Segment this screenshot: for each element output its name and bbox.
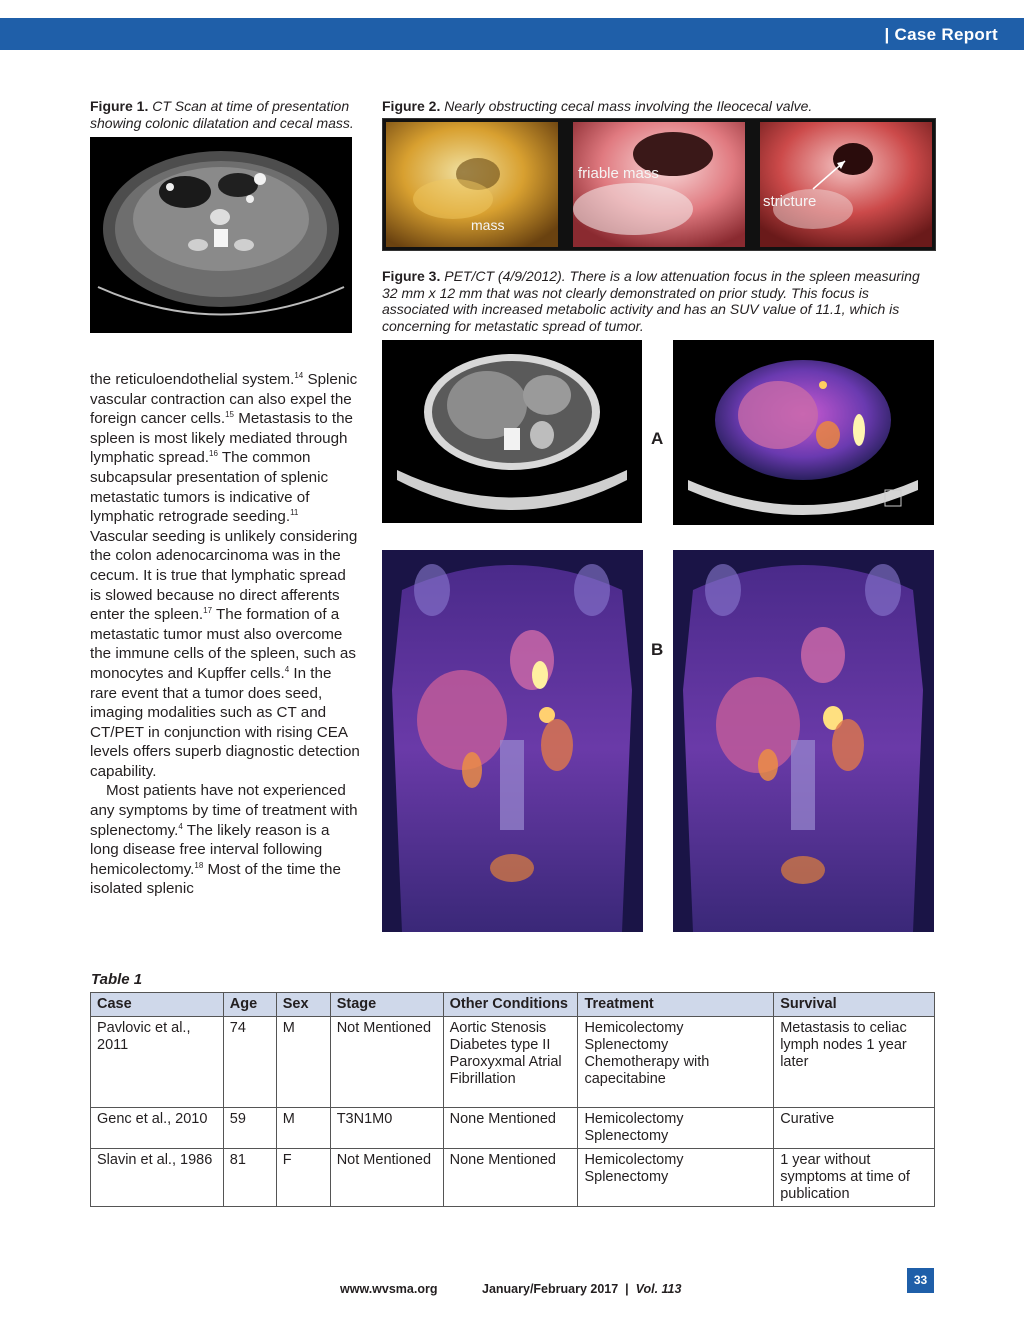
cell-conditions bbox=[443, 1017, 578, 1108]
header-sex: Sex bbox=[276, 993, 330, 1017]
cell-age: 74 bbox=[223, 1017, 276, 1108]
cell-age: 59 bbox=[223, 1108, 276, 1149]
cell-sex: M bbox=[276, 1108, 330, 1149]
treatment-item: Hemicolectomy bbox=[584, 1111, 684, 1127]
figure3-label: Figure 3. bbox=[382, 268, 441, 284]
cell-survival: Metastasis to celiac lymph nodes 1 year later bbox=[774, 1017, 935, 1108]
header-stage: Stage bbox=[330, 993, 443, 1017]
table-title: Table 1 bbox=[91, 971, 143, 988]
body-text-span: The formation of a metastatic tumor must also overcome the immune cells of the spleen, such as monocytes and Kupffer cells. bbox=[90, 606, 356, 682]
figure3-panel-b-letter: B bbox=[651, 640, 664, 659]
body-text-span: Vascular seeding is unlikely considering the colon adenocarcinoma was in the cecum. It is true that lymphatic spread is slowed because no direct afferents enter the spleen. bbox=[90, 527, 358, 624]
cell-case: Genc et al., 2010 bbox=[91, 1108, 224, 1149]
table-row bbox=[91, 1149, 935, 1207]
treatment-item: Splenectomy bbox=[584, 1128, 669, 1144]
header-treatment: Treatment bbox=[578, 993, 774, 1017]
table-row bbox=[91, 1017, 935, 1108]
condition-item: None Mentioned bbox=[449, 1111, 557, 1127]
reference-11: 11 bbox=[290, 508, 299, 518]
body-text-span: Metastasis to the spleen is most likely mediated through lymphatic spread. bbox=[90, 410, 354, 467]
body-text-span: The common subcapsular presentation of splenic metastatic tumors is indicative of lymphatic retrograde seeding. bbox=[90, 449, 329, 526]
cell-stage: Not Mentioned bbox=[330, 1149, 443, 1207]
reference-17: 17 bbox=[203, 606, 213, 616]
header-survival: Survival bbox=[774, 993, 935, 1017]
cell-age: 81 bbox=[223, 1149, 276, 1207]
header-case: Case bbox=[91, 993, 224, 1017]
figure2-endoscopy-strip bbox=[382, 118, 936, 251]
body-text-span: the reticuloendothelial system. bbox=[90, 371, 295, 388]
figure3-coronal-petct-left bbox=[382, 550, 643, 932]
treatment-item: Hemicolectomy bbox=[584, 1152, 684, 1168]
reference-14: 14 bbox=[294, 370, 304, 380]
footer-separator: | bbox=[625, 1282, 629, 1296]
condition-item: Aortic Stenosis bbox=[449, 1020, 547, 1036]
condition-item: None Mentioned bbox=[449, 1152, 557, 1168]
body-text-span: Most patients have not experienced any symptoms by time of treatment with splenectomy. bbox=[90, 782, 358, 839]
table-header-row bbox=[91, 993, 935, 1017]
treatment-item: Chemotherapy with capecitabine bbox=[584, 1054, 710, 1087]
figure3-caption-text: PET/CT (4/9/2012). There is a low attenuation focus in the spleen measuring 32 mm x 12 mm that was not clearly demonstrated on prior study. This focus is associated with increased metabolic activity and has an SUV value of 11.1, which is concerning for metastatic spread of tumor. bbox=[382, 268, 920, 334]
footer-issue bbox=[482, 1282, 681, 1296]
cell-treatment bbox=[578, 1017, 774, 1108]
cell-sex: F bbox=[276, 1149, 330, 1207]
cell-stage: T3N1M0 bbox=[330, 1108, 443, 1149]
figure1-ct-image bbox=[90, 137, 352, 333]
body-text-span: In the rare event that a tumor does seed, imaging modalities such as CT and CT/PET in conjunction with rising CEA levels offers superb diagnostic detection capability. bbox=[90, 664, 360, 780]
condition-item: Paroxyxmal Atrial Fibrillation bbox=[449, 1054, 562, 1087]
figure1-caption-text: CT Scan at time of presentation showing colonic dilatation and cecal mass. bbox=[90, 98, 354, 131]
footer-issue-date: January/February 2017 bbox=[482, 1282, 619, 1296]
cell-survival: 1 year without symptoms at time of publication bbox=[774, 1149, 935, 1207]
cell-stage: Not Mentioned bbox=[330, 1017, 443, 1108]
header-other-conditions: Other Conditions bbox=[443, 993, 578, 1017]
cell-conditions bbox=[443, 1108, 578, 1149]
figure2-caption bbox=[382, 98, 942, 115]
cell-survival: Curative bbox=[774, 1108, 935, 1149]
figure3-caption bbox=[382, 268, 934, 334]
figure2-label-stricture: stricture bbox=[763, 193, 817, 210]
treatment-item: Splenectomy bbox=[584, 1037, 669, 1053]
figure2-label-friable: friable mass bbox=[578, 165, 659, 182]
treatment-item: Splenectomy bbox=[584, 1169, 669, 1185]
figure3-panel-a-letter: A bbox=[651, 429, 664, 448]
reference-4: 4 bbox=[284, 664, 290, 674]
reference-18: 18 bbox=[194, 860, 204, 870]
figure3-axial-ct bbox=[382, 340, 642, 523]
cell-sex: M bbox=[276, 1017, 330, 1108]
figure2-label: Figure 2. bbox=[382, 98, 441, 114]
body-text-span: Most of the time the isolated splenic bbox=[90, 860, 341, 898]
figure3-axial-petct bbox=[673, 340, 934, 525]
section-title: | Case Report bbox=[884, 25, 998, 44]
cell-treatment bbox=[578, 1149, 774, 1207]
condition-item: Diabetes type II bbox=[449, 1037, 551, 1053]
body-paragraph-1 bbox=[90, 370, 360, 781]
body-paragraph-2 bbox=[90, 781, 360, 899]
page-number: 33 bbox=[907, 1268, 934, 1293]
figure1-label: Figure 1. bbox=[90, 98, 149, 114]
reference-15: 15 bbox=[225, 410, 234, 420]
figure3-coronal-petct-right bbox=[673, 550, 934, 932]
table-row bbox=[91, 1108, 935, 1149]
reference-4: 4 bbox=[178, 821, 183, 831]
footer-volume: Vol. 113 bbox=[635, 1282, 682, 1296]
case-table bbox=[90, 992, 935, 1207]
body-text-span: The likely reason is a long disease free interval following hemicolectomy. bbox=[90, 821, 330, 878]
treatment-item: Hemicolectomy bbox=[584, 1020, 684, 1036]
header-age: Age bbox=[223, 993, 276, 1017]
cell-case: Slavin et al., 1986 bbox=[91, 1149, 224, 1207]
body-text bbox=[90, 370, 360, 899]
body-text-span: Splenic vascular contraction can also expel the foreign cancer cells. bbox=[90, 371, 358, 428]
figure2-label-mass: mass bbox=[471, 217, 505, 233]
cell-conditions bbox=[443, 1149, 578, 1207]
cell-treatment bbox=[578, 1108, 774, 1149]
cell-case: Pavlovic et al., 2011 bbox=[91, 1017, 224, 1108]
figure2-caption-text: Nearly obstructing cecal mass involving the Ileocecal valve. bbox=[444, 98, 813, 114]
figure1-caption bbox=[90, 98, 360, 131]
header-bar bbox=[0, 18, 1024, 50]
reference-16: 16 bbox=[209, 449, 218, 459]
footer-website: www.wvsma.org bbox=[340, 1282, 438, 1296]
